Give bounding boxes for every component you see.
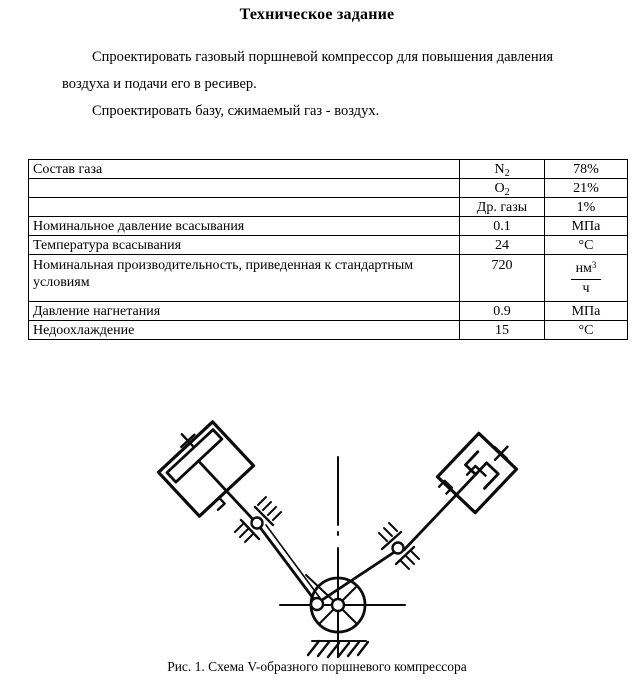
spec-label-cell: Номинальная производительность, приведенная к стандартным условиям bbox=[29, 255, 460, 302]
gas-symbol-subscript: 2 bbox=[504, 167, 510, 179]
crank-mechanism bbox=[280, 575, 405, 632]
right-mouth-flange bbox=[439, 481, 452, 494]
spec-table bbox=[28, 159, 628, 340]
table-row bbox=[29, 160, 628, 179]
spec-label-cell: Недоохлаждение bbox=[29, 321, 460, 340]
spec-unit-cell: °С bbox=[545, 321, 628, 340]
crankshaft-hub bbox=[332, 599, 344, 611]
spec-label-cell: Состав газа bbox=[29, 160, 460, 179]
gas-symbol: N bbox=[494, 161, 505, 177]
spec-value-cell: 15 bbox=[460, 321, 545, 340]
spec-unit-cell: 21% bbox=[545, 179, 628, 198]
spec-value-cell: 24 bbox=[460, 236, 545, 255]
unit-fraction bbox=[571, 261, 602, 296]
crank-pin bbox=[311, 598, 323, 610]
figure-caption: Рис. 1. Схема V-образного поршневого компрессора bbox=[167, 659, 467, 674]
fraction-denominator: ч bbox=[582, 280, 590, 296]
table-row bbox=[29, 302, 628, 321]
table-row bbox=[29, 236, 628, 255]
spec-label-cell: Давление нагнетания bbox=[29, 302, 460, 321]
spec-label-cell bbox=[29, 198, 460, 217]
table-row bbox=[29, 198, 628, 217]
compressor-figure bbox=[120, 415, 520, 660]
table-row bbox=[29, 179, 628, 198]
gas-symbol-subscript: 2 bbox=[504, 186, 510, 198]
left-cylinder bbox=[150, 415, 283, 548]
spec-value-cell: 720 bbox=[460, 255, 545, 302]
spec-value-cell: 0.1 bbox=[460, 217, 545, 236]
spec-label-cell bbox=[29, 179, 460, 198]
spec-value-cell bbox=[460, 179, 545, 198]
spec-unit-cell: °С bbox=[545, 236, 628, 255]
paragraph-1: Спроектировать газовый поршневой компрессор для повышения давления воздуха и подачи его в ресивер. bbox=[62, 49, 554, 92]
spec-label-cell: Температура всасывания bbox=[29, 236, 460, 255]
table-row bbox=[29, 321, 628, 340]
left-crosshead-pin bbox=[252, 518, 263, 529]
spec-unit-cell: МПа bbox=[545, 217, 628, 236]
page-title: Техническое задание bbox=[239, 6, 395, 23]
intro-text bbox=[62, 44, 554, 125]
table-row bbox=[29, 217, 628, 236]
spec-label-cell: Номинальное давление всасывания bbox=[29, 217, 460, 236]
spec-unit-cell bbox=[545, 255, 628, 302]
spec-unit-cell: МПа bbox=[545, 302, 628, 321]
spec-value-cell bbox=[460, 160, 545, 179]
spec-unit-cell: 78% bbox=[545, 160, 628, 179]
compressor-diagram bbox=[120, 415, 520, 660]
spec-value-cell: 0.9 bbox=[460, 302, 545, 321]
right-crosshead bbox=[379, 523, 419, 569]
spec-value-cell: Др. газы bbox=[460, 198, 545, 217]
paragraph-2: Спроектировать базу, сжимаемый газ - воздух. bbox=[92, 103, 380, 119]
right-crosshead-pin bbox=[393, 543, 404, 554]
gas-symbol: O bbox=[494, 180, 505, 196]
fraction-numerator: $нм^3$ bbox=[571, 261, 602, 280]
right-cylinder bbox=[385, 426, 520, 568]
connecting-rods bbox=[259, 525, 396, 602]
spec-unit-cell: 1% bbox=[545, 198, 628, 217]
table-row bbox=[29, 255, 628, 302]
